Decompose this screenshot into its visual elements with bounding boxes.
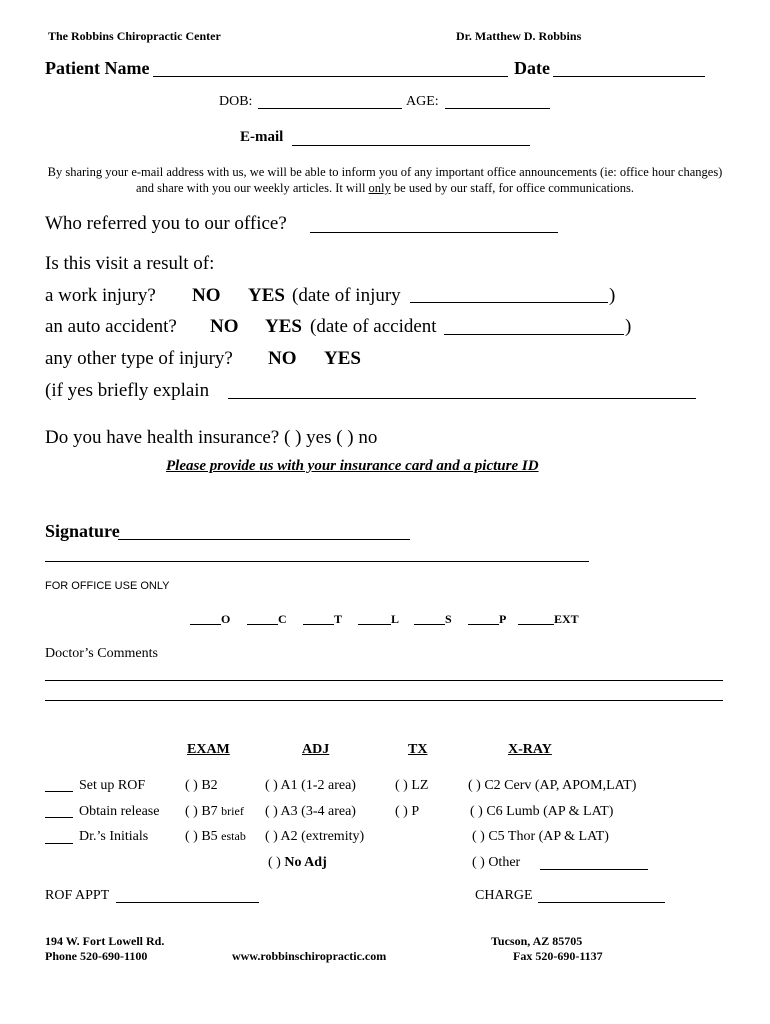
- footer-address: 194 W. Fort Lowell Rd.: [45, 934, 165, 948]
- auto-accident-yes[interactable]: YES: [265, 316, 302, 337]
- work-injury-date-label: (date of injury: [292, 285, 401, 306]
- xray-other[interactable]: ( ) Other: [472, 855, 521, 870]
- patient-name-label: Patient Name: [45, 58, 150, 78]
- code-s-field[interactable]: [414, 624, 445, 625]
- date-field[interactable]: [553, 76, 705, 77]
- code-c: C: [278, 612, 287, 626]
- insurance-note: Please provide us with your insurance card and a picture ID: [166, 458, 539, 474]
- doctor-comments-line-1[interactable]: [45, 680, 723, 681]
- header-xray: X-RAY: [508, 742, 552, 757]
- other-injury-no[interactable]: NO: [268, 348, 297, 369]
- footer-fax: Fax 520-690-1137: [513, 949, 603, 963]
- footer-phone: Phone 520-690-1100: [45, 949, 148, 963]
- obtain-release-field[interactable]: [45, 817, 73, 818]
- charge-label: CHARGE: [475, 888, 533, 903]
- clinic-name: The Robbins Chiropractic Center: [48, 29, 221, 43]
- signature-label: Signature: [45, 521, 120, 541]
- dob-label: DOB:: [219, 94, 253, 109]
- signature-line-2: [45, 561, 589, 562]
- footer-city: Tucson, AZ 85705: [491, 934, 583, 948]
- work-injury-no[interactable]: NO: [192, 285, 221, 306]
- xray-c6[interactable]: ( ) C6 Lumb (AP & LAT): [470, 804, 614, 819]
- exam-b7[interactable]: ( ) B7 brief: [185, 804, 244, 819]
- explain-label: (if yes briefly explain: [45, 380, 210, 401]
- visit-result-question: Is this visit a result of:: [45, 253, 215, 274]
- tx-lz[interactable]: ( ) LZ: [395, 778, 429, 793]
- age-label: AGE:: [406, 94, 439, 109]
- adj-a1[interactable]: ( ) A1 (1-2 area): [265, 778, 356, 793]
- setup-rof-label: Set up ROF: [79, 778, 146, 793]
- rof-appt-label: ROF APPT: [45, 888, 110, 903]
- code-ext: EXT: [554, 612, 579, 626]
- code-t-field[interactable]: [303, 624, 334, 625]
- xray-c2[interactable]: ( ) C2 Cerv (AP, APOM,LAT): [468, 778, 637, 793]
- doctor-comments-line-2[interactable]: [45, 700, 723, 701]
- auto-accident-label: an auto accident?: [45, 316, 177, 337]
- code-p: P: [499, 612, 507, 626]
- age-field[interactable]: [445, 108, 550, 109]
- office-use-label: FOR OFFICE USE ONLY: [45, 580, 170, 592]
- other-injury-label: any other type of injury?: [45, 348, 233, 369]
- insurance-question[interactable]: Do you have health insurance? ( ) yes ( ) no: [45, 427, 378, 448]
- charge-field[interactable]: [538, 902, 665, 903]
- doctor-comments-label: Doctor’s Comments: [45, 646, 158, 661]
- work-injury-date-field[interactable]: [410, 302, 608, 303]
- exam-b5[interactable]: ( ) B5 estab: [185, 829, 246, 844]
- other-injury-yes[interactable]: YES: [324, 348, 361, 369]
- setup-rof-field[interactable]: [45, 791, 73, 792]
- code-ext-field[interactable]: [518, 624, 554, 625]
- auto-accident-close: ): [625, 316, 632, 337]
- referred-field[interactable]: [310, 232, 558, 233]
- signature-field[interactable]: [118, 539, 410, 540]
- date-label: Date: [514, 58, 550, 78]
- xray-other-field[interactable]: [540, 869, 648, 870]
- referred-question: Who referred you to our office?: [45, 213, 287, 234]
- initials-field[interactable]: [45, 843, 73, 844]
- header-exam: EXAM: [187, 742, 230, 757]
- adj-none[interactable]: ( ) No Adj: [268, 855, 327, 870]
- doctor-name: Dr. Matthew D. Robbins: [456, 29, 582, 43]
- adj-a2[interactable]: ( ) A2 (extremity): [265, 829, 365, 844]
- header-tx: TX: [408, 742, 428, 757]
- email-label: E-mail: [240, 129, 284, 145]
- obtain-release-label: Obtain release: [79, 804, 160, 819]
- work-injury-yes[interactable]: YES: [248, 285, 285, 306]
- code-s: S: [445, 612, 452, 626]
- code-l: L: [391, 612, 400, 626]
- adj-a3[interactable]: ( ) A3 (3-4 area): [265, 804, 356, 819]
- code-c-field[interactable]: [247, 624, 278, 625]
- email-field[interactable]: [292, 145, 530, 146]
- exam-b2[interactable]: ( ) B2: [185, 778, 218, 793]
- explain-field[interactable]: [228, 398, 696, 399]
- code-o-field[interactable]: [190, 624, 221, 625]
- email-notice: By sharing your e-mail address with us, we will be able to inform you of any important office announcements (ie: office hour changes) and share with you our weekly articles. It will only be used by our staff, for office communications.: [47, 165, 723, 195]
- work-injury-close: ): [609, 285, 616, 306]
- code-p-field[interactable]: [468, 624, 499, 625]
- code-l-field[interactable]: [358, 624, 391, 625]
- code-t: T: [334, 612, 343, 626]
- rof-appt-field[interactable]: [116, 902, 259, 903]
- auto-accident-date-label: (date of accident: [310, 316, 437, 337]
- xray-c5[interactable]: ( ) C5 Thor (AP & LAT): [472, 829, 609, 844]
- footer-website[interactable]: www.robbinschiropractic.com: [232, 949, 387, 963]
- work-injury-label: a work injury?: [45, 285, 156, 306]
- auto-accident-date-field[interactable]: [444, 334, 624, 335]
- dob-field[interactable]: [258, 108, 402, 109]
- auto-accident-no[interactable]: NO: [210, 316, 239, 337]
- patient-name-field[interactable]: [153, 76, 508, 77]
- initials-label: Dr.’s Initials: [79, 829, 149, 844]
- code-o: O: [221, 612, 231, 626]
- tx-p[interactable]: ( ) P: [395, 804, 420, 819]
- header-adj: ADJ: [302, 742, 330, 757]
